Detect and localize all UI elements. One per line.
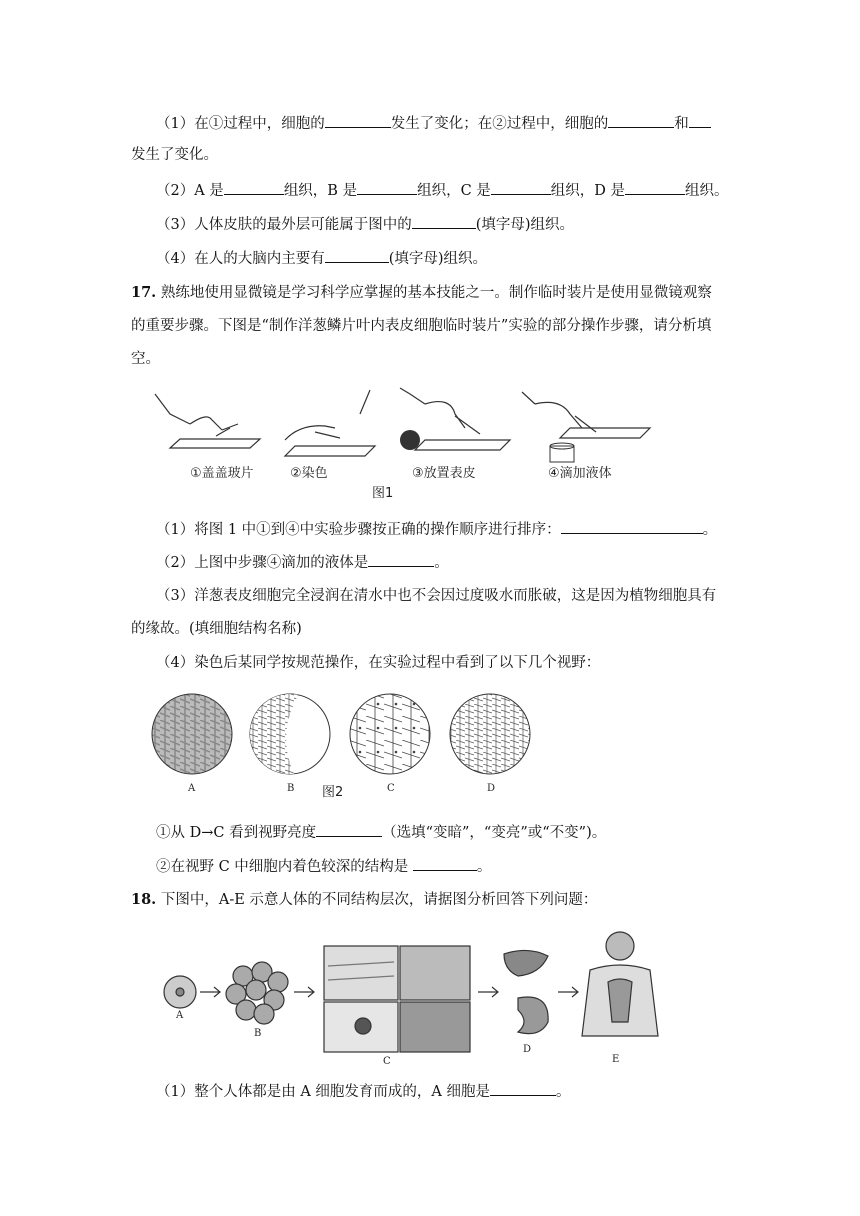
arrow-icon <box>200 987 220 997</box>
view-a <box>152 694 232 774</box>
level-b-label: B <box>254 1028 262 1039</box>
q17-part3-line1: （3）洋葱表皮细胞完全浸润在清水中也不会因过度吸水而胀破，这是因为植物细胞具有 <box>156 588 717 604</box>
q17-stem-line2: 的重要步骤。下图是“制作洋葱鳞片叶内表皮细胞临时装片”实验的部分操作步骤，请分析填 <box>131 318 712 334</box>
view-a-label: A <box>188 783 196 794</box>
fig1-caption: 图1 <box>372 486 394 501</box>
answer-blank[interactable] <box>491 180 551 195</box>
fig1-step2-label: ②染色 <box>290 466 328 481</box>
q17-part1: （1）将图 1 中①到④中实验步骤按正确的操作顺序进行排序： 。 <box>156 519 717 540</box>
view-d-label: D <box>487 783 496 794</box>
answer-blank[interactable] <box>490 1081 556 1096</box>
fig1-step3-label: ③放置表皮 <box>412 466 476 481</box>
answer-blank[interactable] <box>357 180 417 195</box>
q16-part1-line2: 发生了变化。 <box>131 147 218 163</box>
answer-blank[interactable] <box>316 822 382 837</box>
answer-blank[interactable] <box>561 519 703 534</box>
q17-stem-line1: 17. 熟练地使用显微镜是学习科学应掌握的基本技能之一。制作临时装片是使用显微镜观察 <box>131 284 712 301</box>
level-d-label: D <box>523 1044 532 1055</box>
step1-drawing <box>155 394 260 448</box>
arrow-icon <box>478 987 498 997</box>
figure-2-fields-of-view <box>150 692 540 802</box>
q16-part1-line1: （1）在①过程中，细胞的 发生了变化；在②过程中，细胞的 和 <box>156 113 711 134</box>
fig2-caption: 图2 <box>322 785 344 800</box>
arrow-icon <box>558 987 578 997</box>
human-body-e <box>582 932 658 1036</box>
q17-part3-line2: 的缘故。(填细胞结构名称) <box>131 621 302 637</box>
tissues-c <box>324 946 470 1052</box>
q16-part4: （4）在人的大脑内主要有 (填字母)组织。 <box>156 248 487 269</box>
answer-blank[interactable] <box>412 214 476 229</box>
q16-part3: （3）人体皮肤的最外层可能属于图中的 (填字母)组织。 <box>156 214 574 235</box>
view-c-label: C <box>387 783 395 794</box>
answer-blank[interactable] <box>689 113 711 128</box>
q17-sub2: ②在视野 C 中细胞内着色较深的结构是 。 <box>156 856 491 877</box>
arrow-icon <box>294 987 314 997</box>
fig1-step4-label: ④滴加液体 <box>548 466 612 481</box>
answer-blank[interactable] <box>368 552 434 567</box>
view-b-label: B <box>287 783 295 794</box>
answer-blank[interactable] <box>325 248 389 263</box>
step4-drawing <box>522 392 650 438</box>
q18-part1: （1）整个人体都是由 A 细胞发育而成的，A 细胞是 。 <box>156 1081 571 1102</box>
level-c-label: C <box>383 1056 391 1066</box>
organ-stomach <box>518 997 548 1034</box>
view-d <box>450 694 530 774</box>
cell-group-b <box>226 962 288 1024</box>
answer-blank[interactable] <box>224 180 284 195</box>
answer-blank[interactable] <box>413 856 477 871</box>
organ-liver <box>504 950 548 976</box>
q17-part4: （4）染色后某同学按规范操作，在实验过程中看到了以下几个视野： <box>156 655 601 671</box>
q16-part2: （2）A 是 组织，B 是 组织，C 是 组织，D 是 组织。 <box>156 180 729 201</box>
onion-icon <box>400 430 420 450</box>
level-e-label: E <box>612 1054 620 1065</box>
q17-stem-line3: 空。 <box>131 351 160 367</box>
figure-structure-levels <box>158 926 668 1066</box>
view-c <box>350 694 430 774</box>
answer-blank[interactable] <box>608 113 674 128</box>
step2-drawing <box>285 390 375 456</box>
q17-part2: （2）上图中步骤④滴加的液体是 。 <box>156 552 449 573</box>
fig1-step1-label: ①盖盖玻片 <box>190 466 254 481</box>
q17-sub1: ①从 D→C 看到视野亮度 （选填“变暗”，“变亮”或“不变”)。 <box>156 822 606 843</box>
figure-1-procedure <box>150 384 660 502</box>
q18-stem: 18. 下图中，A-E 示意人体的不同结构层次，请据图分析回答下列问题： <box>131 891 598 908</box>
answer-blank[interactable] <box>625 180 685 195</box>
level-a-label: A <box>176 1010 184 1021</box>
answer-blank[interactable] <box>325 113 391 128</box>
